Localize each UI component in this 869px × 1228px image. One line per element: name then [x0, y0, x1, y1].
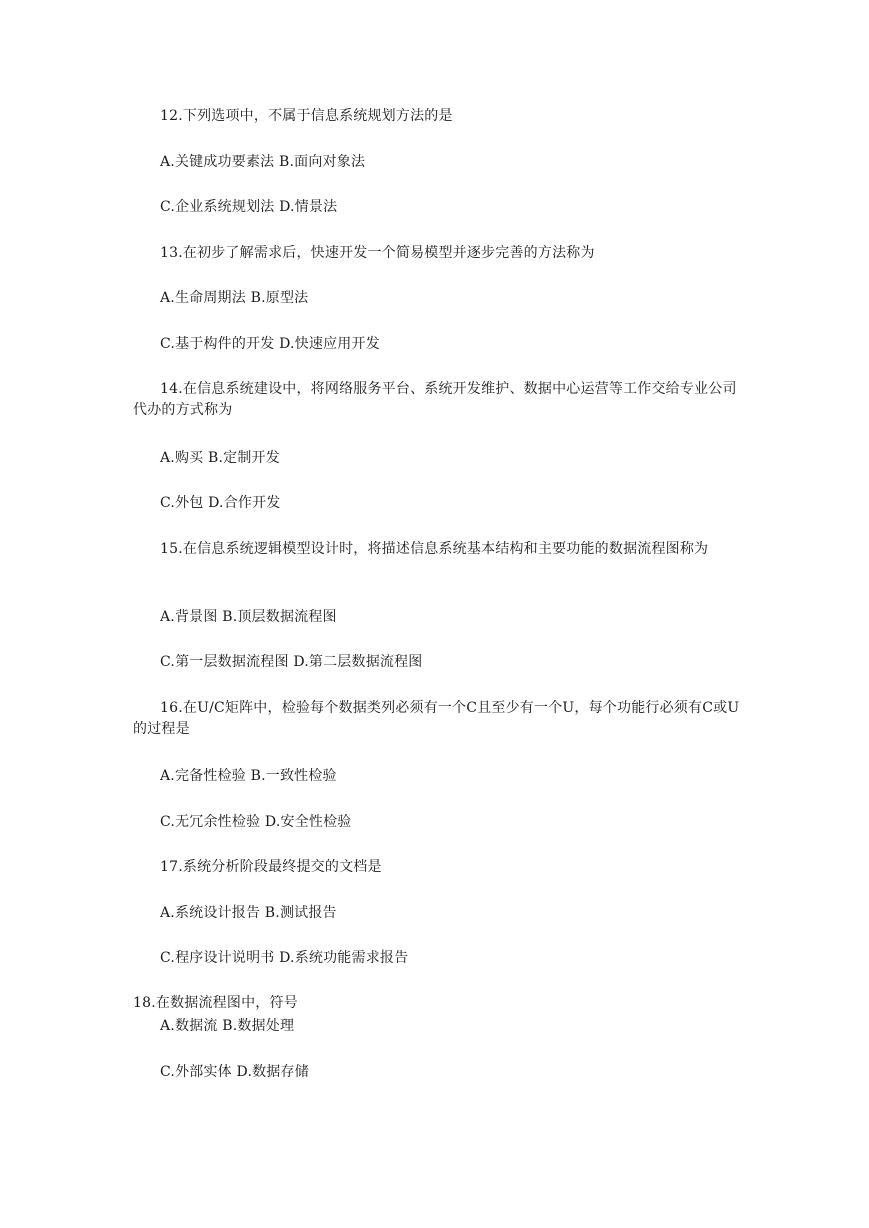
question-13-options-cd: C.基于构件的开发 D.快速应用开发	[160, 336, 380, 352]
question-14-stem: 14.在信息系统建设中，将网络服务平台、系统开发维护、数据中心运营等工作交给专业公司代办的方式称为	[133, 381, 737, 418]
question-13-stem: 13.在初步了解需求后，快速开发一个简易模型并逐步完善的方法称为	[160, 245, 595, 261]
question-16-options-ab: A.完备性检验 B.一致性检验	[160, 768, 337, 784]
question-13-options-ab: A.生命周期法 B.原型法	[160, 290, 309, 306]
question-17-stem: 17.系统分析阶段最终提交的文档是	[160, 859, 382, 875]
question-15-stem: 15.在信息系统逻辑模型设计时，将描述信息系统基本结构和主要功能的数据流程图称为	[160, 541, 709, 557]
question-15-options-cd: C.第一层数据流程图 D.第二层数据流程图	[160, 654, 423, 670]
question-16-options-cd: C.无冗余性检验 D.安全性检验	[160, 814, 352, 830]
question-17-options-cd: C.程序设计说明书 D.系统功能需求报告	[160, 950, 409, 966]
question-14-options-ab: A.购买 B.定制开发	[160, 450, 280, 466]
question-12-options-ab: A.关键成功要素法 B.面向对象法	[160, 154, 366, 170]
question-17-options-ab: A.系统设计报告 B.测试报告	[160, 905, 337, 921]
question-15-options-ab: A.背景图 B.顶层数据流程图	[160, 609, 337, 625]
question-18-stem: 18.在数据流程图中，符号	[133, 995, 298, 1011]
question-18-options-ab: A.数据流 B.数据处理	[160, 1018, 295, 1034]
question-12-options-cd: C.企业系统规划法 D.情景法	[160, 199, 338, 215]
question-14-options-cd: C.外包 D.合作开发	[160, 495, 281, 511]
question-16-stem: 16.在U/C矩阵中，检验每个数据类列必须有一个C且至少有一个U，每个功能行必须有C或U的过程是	[133, 700, 740, 737]
question-18-options-cd: C.外部实体 D.数据存储	[160, 1064, 309, 1080]
question-12-stem: 12.下列选项中，不属于信息系统规划方法的是	[160, 108, 453, 124]
